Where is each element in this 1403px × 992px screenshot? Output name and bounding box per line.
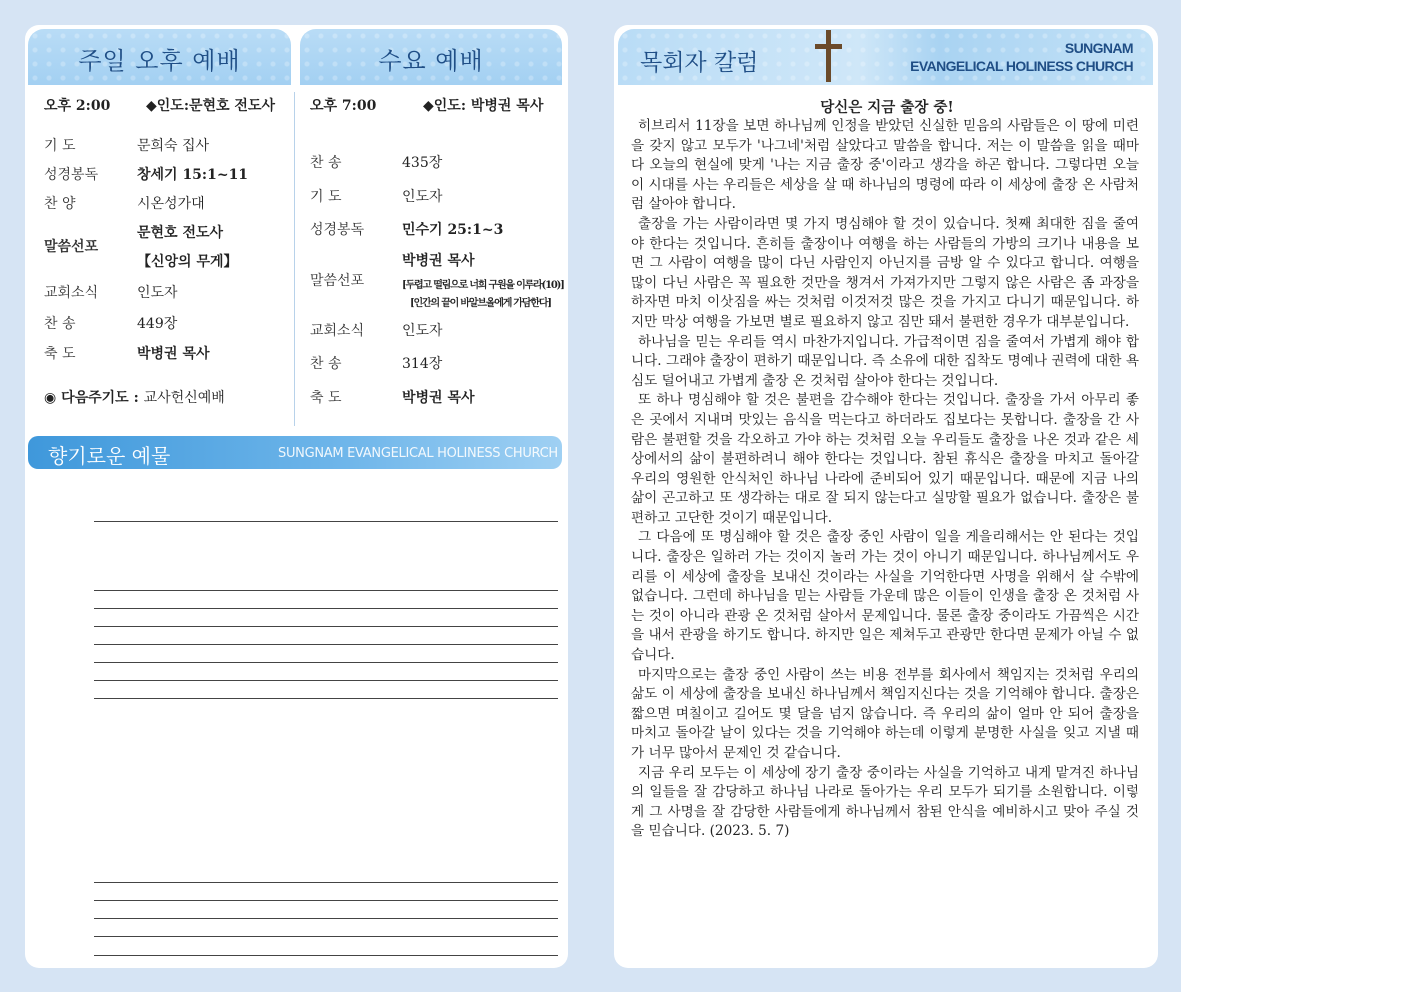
essay-paragraph: 지금 우리 모두는 이 세상에 장기 출장 중이라는 사실을 기억하고 내게 맡겨진 하나님의 일들을 잘 감당하고 하나님 나라로 돌아가는 우리 모두가 되기를 소원합니다. 이렇게 그 사명을 잘 감당한 사람들에게 하나님께서 참된 안식을 예비하시고 맞아 주실 것을 믿습니다. (2023. 5. 7) <box>631 764 1139 840</box>
sunday-row-label: 교회소식 <box>44 285 99 301</box>
wednesday-row-value: 314장 <box>402 356 443 372</box>
sunday-time: 오후 2:00 <box>44 98 111 114</box>
essay-paragraph: 마지막으로는 출장 중인 사람이 쓰는 비용 전부를 회사에서 책임지는 것처럼 우리의 삶도 이 세상에 출장을 보내신 하나님께서 책임지신다는 것을 기억해야 합니다. 출장은 짧으면 며칠이고 길어도 몇 달을 넘지 않습니다. 즉 우리의 삶이 얼마 안 되어 출장을 마치고 돌아갈 날이 있다는 것을 기억해야 하는데 이렇게 분명한 사실을 잊고 지낼 때가 너무 많아서 문제인 것 같습니다. <box>631 666 1139 761</box>
offering-church-name: SUNGNAM EVANGELICAL HOLINESS CHURCH <box>278 446 558 461</box>
offering-title: 향기로운 예물 <box>48 444 171 468</box>
sunday-row-label: 말씀선포 <box>44 239 99 255</box>
essay-title: 당신은 지금 출장 중! <box>820 99 954 116</box>
essay-body <box>631 117 1139 842</box>
wednesday-row-label: 찬 송 <box>310 155 342 171</box>
offering-line <box>94 626 558 627</box>
sunday-row-label: 찬 송 <box>44 316 76 332</box>
sunday-service-title: 주일 오후 예배 <box>78 47 241 75</box>
offering-line <box>94 900 558 901</box>
essay-paragraph: 히브리서 11장을 보면 하나님께 인정을 받았던 신실한 믿음의 사람들은 이 땅에 미련을 갖지 않고 모두가 '나그네'처럼 살았다고 말씀을 합니다. 저는 이 말씀을 읽을 때마다 오늘의 현실에 맞게 '나는 지금 출장 중'이라고 생각을 하곤 합니다. 그렇다면 오늘 이 시대를 사는 우리들은 세상을 살 때 하나님의 명령에 따라 이 세상에 출장 온 사람처럼 살아야 합니다. <box>631 118 1139 213</box>
sunday-row-label: 찬 양 <box>44 196 76 212</box>
essay-paragraph: 하나님을 믿는 우리들 역시 마찬가지입니다. 가급적이면 짐을 줄여서 가볍게 해야 합니다. 그래야 출장이 편하기 때문입니다. 즉 소유에 대한 집착도 명예나 권력에 대한 욕심도 덜어내고 가볍게 출장 온 것처럼 살아야 한다는 것입니다. <box>631 333 1139 389</box>
wednesday-row-value: 박병권 목사 <box>402 390 475 406</box>
wednesday-service-header <box>300 29 562 85</box>
sunday-row-label: 기 도 <box>44 138 76 154</box>
offering-line <box>94 590 558 591</box>
offering-line <box>94 662 558 663</box>
sunday-row-label: 성경봉독 <box>44 167 99 183</box>
cross-icon-bar <box>815 44 842 49</box>
offering-line <box>94 680 558 681</box>
next-week-prayer <box>44 387 225 407</box>
cross-icon <box>826 30 831 82</box>
essay-paragraph: 또 하나 명심해야 할 것은 불편을 감수해야 한다는 것입니다. 출장을 가서 아무리 좋은 곳에서 지내며 맛있는 음식을 먹는다고 하더라도 집보다는 못합니다. 출장을 간 사람은 불편할 것을 각오하고 가야 하는 것처럼 오늘 우리들도 출장을 나온 것과 같은 세상에서의 삶이 불편하려니 해야 한다는 것입니다. 참된 휴식은 출장을 마치고 돌아갈 우리의 영원한 안식처인 하나님 나라에 준비되어 있기 때문입니다. 때문에 지금 나의 삶이 곤고하고 또 생각하는 대로 잘 되지 않는다고 실망할 필요가 없습니다. 출장은 불편하고 고단한 것이기 때문입니다. <box>631 392 1139 526</box>
wednesday-preacher: 박병권 목사 <box>402 253 475 269</box>
sunday-row-value: 인도자 <box>137 285 178 301</box>
offering-line <box>94 644 558 645</box>
sunday-row-value: 문희숙 집사 <box>137 138 210 154</box>
wednesday-row-label: 말씀선포 <box>310 273 365 289</box>
wednesday-row-value: 인도자 <box>402 323 443 339</box>
next-week-value: 교사헌신예배 <box>143 390 225 406</box>
wednesday-row-label: 기 도 <box>310 189 342 205</box>
sunday-row-value: 시온성가대 <box>137 196 205 212</box>
offering-line <box>94 698 558 699</box>
column-title: 목회자 칼럼 <box>640 50 759 76</box>
wednesday-sermon-title-1: [두렵고 떨림으로 너희 구원을 이루라(10)] <box>402 280 564 291</box>
offering-line <box>94 936 558 937</box>
wednesday-service-title: 수요 예배 <box>378 47 484 75</box>
offering-line <box>94 521 558 522</box>
church-name-line2: EVANGELICAL HOLINESS CHURCH <box>910 58 1133 74</box>
wednesday-row-label: 교회소식 <box>310 323 365 339</box>
wednesday-sermon-title-2: [인간의 끝이 바알브올에게 가담한다] <box>410 298 551 309</box>
next-week-label: ◉ 다음주기도 : <box>44 390 144 406</box>
sunday-row-label: 축 도 <box>44 346 76 362</box>
wednesday-row-label: 성경봉독 <box>310 222 365 238</box>
essay-paragraph: 그 다음에 또 명심해야 할 것은 출장 중인 사람이 일을 게을리해서는 안 된다는 것입니다. 출장은 일하러 가는 것이지 놀러 가는 것이 아니기 때문입니다. 하나님께서도 우리를 이 세상에 출장을 보내신 것이라는 사실을 기억한다면 사명을 위해서 살 수밖에 없습니다. 그런데 하나님을 믿는 사람들 가운데 많은 이들이 인생을 출장 온 것처럼 사는 것이 아니라 관광 온 것처럼 살아서 문제입니다. 물론 출장 중이라도 가끔씩은 시간을 내서 관광을 하기도 합니다. 하지만 일은 제쳐두고 관광만 한다면 문제가 아닐 수 없습니다. <box>631 529 1139 664</box>
wednesday-time: 오후 7:00 <box>310 98 377 114</box>
wednesday-row-label: 축 도 <box>310 390 342 406</box>
sunday-row-value: 박병권 목사 <box>137 346 210 362</box>
offering-line <box>94 918 558 919</box>
sunday-row-value: 창세기 15:1~11 <box>137 167 249 183</box>
sunday-row-value: 449장 <box>137 316 178 332</box>
sunday-service-header <box>28 29 291 85</box>
sunday-leader: ◆인도:문현호 전도사 <box>146 98 276 114</box>
sunday-sermon-title: 【신앙의 무게】 <box>137 254 238 270</box>
wednesday-leader: ◆인도: 박병권 목사 <box>423 98 544 114</box>
column-divider <box>294 92 295 426</box>
offering-line <box>94 608 558 609</box>
sunday-preacher: 문현호 전도사 <box>137 225 224 241</box>
essay-paragraph: 출장을 가는 사람이라면 몇 가지 명심해야 할 것이 있습니다. 첫째 최대한 짐을 줄여야 한다는 것입니다. 흔히들 출장이나 여행을 하는 사람들의 가방의 크기나 내용을 보면 그 사람이 여행을 많이 다닌 사람인지 아닌지를 금방 알 수 있다고 합니다. 여행을 많이 다닌 사람은 꼭 필요한 것만을 챙겨서 가져가지만 그렇지 않은 사람은 좀 과장을 하자면 마치 이삿짐을 싸는 것처럼 이것저것 많은 것을 가지고 다니기 때문입니다. 하지만 막상 여행을 가보면 별로 필요하지 않고 짐만 돼서 불편한 경우가 대부분입니다. <box>631 215 1139 330</box>
wednesday-row-label: 찬 송 <box>310 356 342 372</box>
offering-line <box>94 955 558 956</box>
offering-line <box>94 882 558 883</box>
wednesday-row-value: 인도자 <box>402 189 443 205</box>
wednesday-row-value: 435장 <box>402 155 443 171</box>
church-name-line1: SUNGNAM <box>1064 40 1133 56</box>
wednesday-row-value: 민수기 25:1~3 <box>402 222 504 238</box>
worship-order-panel <box>25 25 568 968</box>
